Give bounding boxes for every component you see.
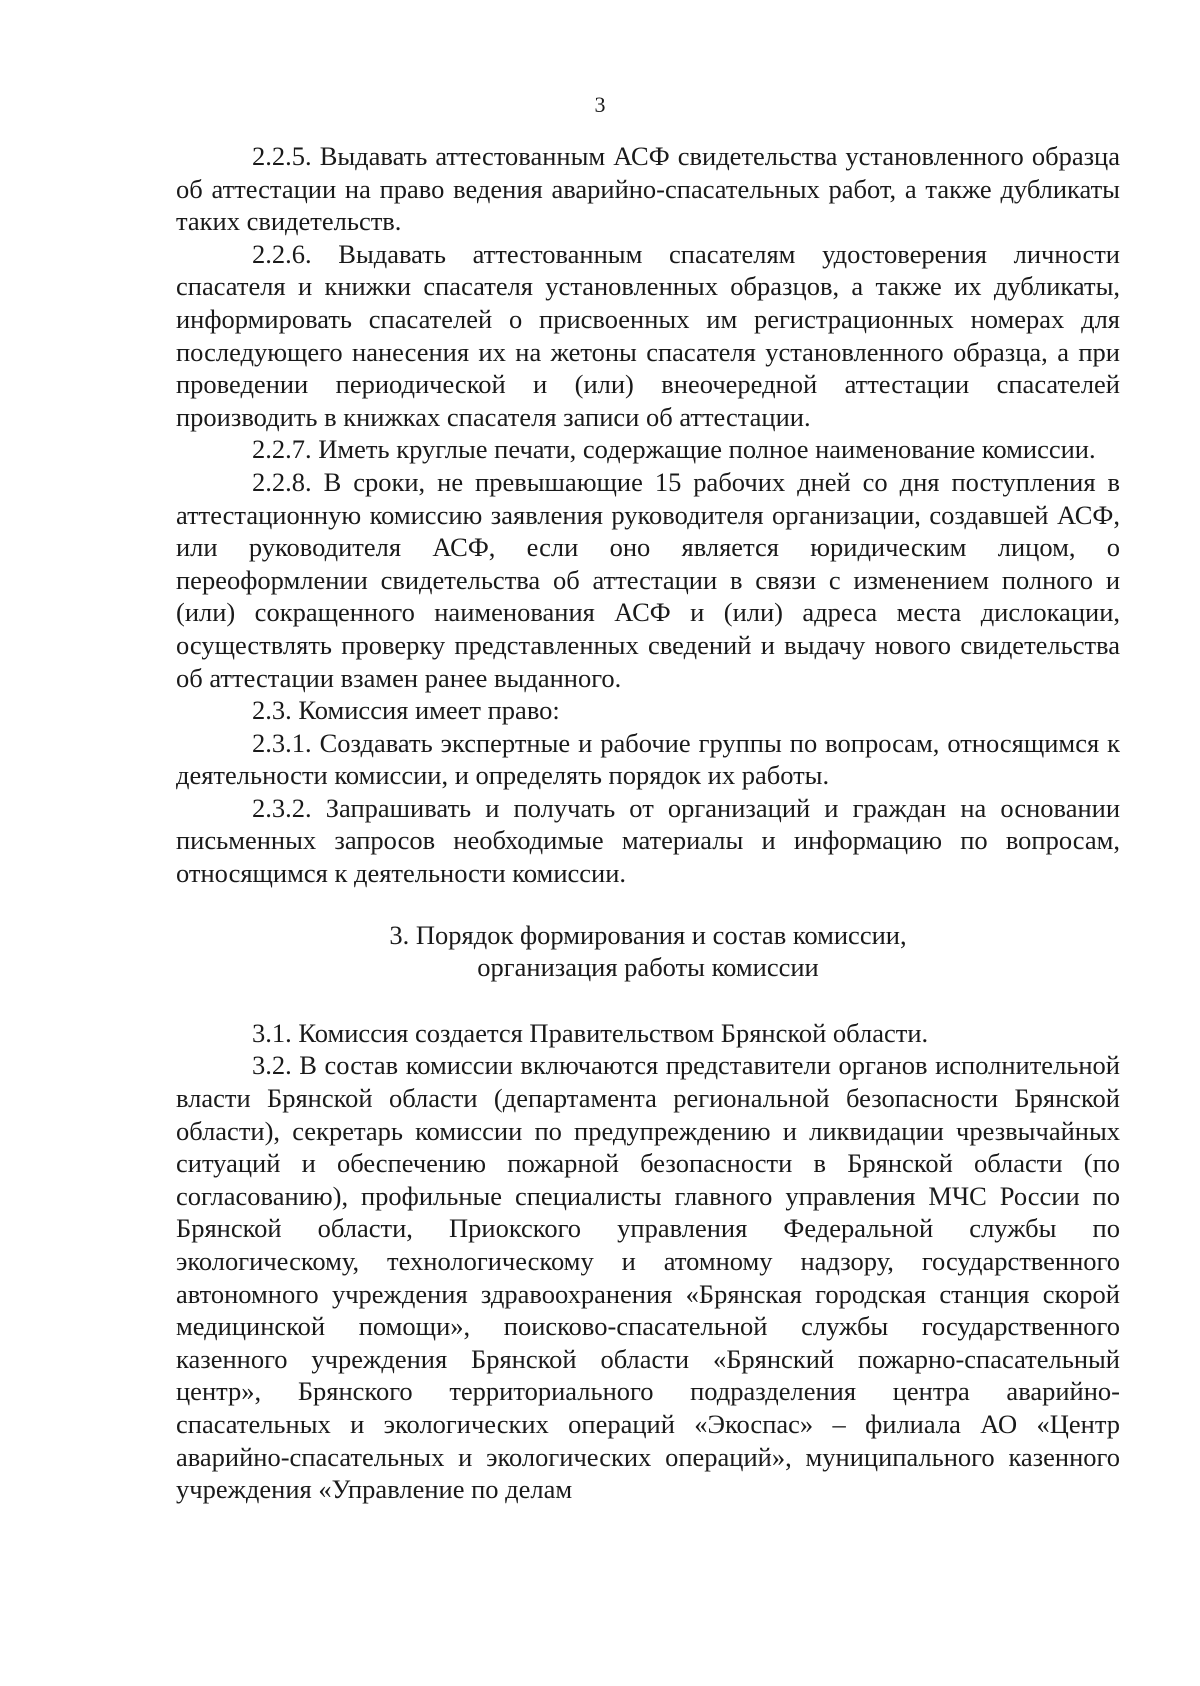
- document-body: [176, 140, 1120, 1506]
- paragraph-2-3-2: 2.3.2. Запрашивать и получать от организаций и граждан на основании письменных запросов необходимые материалы и информацию по вопросам, относящимся к деятельности комиссии.: [176, 792, 1120, 889]
- section-3-heading: [176, 919, 1120, 984]
- paragraph-2-2-5: 2.2.5. Выдавать аттестованным АСФ свидетельства установленного образца об аттестации на право ведения аварийно-спасательных работ, а также дубликаты таких свидетельств.: [176, 141, 1120, 237]
- paragraph-2-3-1: 2.3.1. Создавать экспертные и рабочие группы по вопросам, относящимся к деятельности комиссии, и определять порядок их работы.: [176, 727, 1120, 791]
- section-heading-line-1: 3. Порядок формирования и состав комиссии,: [389, 919, 907, 950]
- paragraph-2-2-7: 2.2.7. Иметь круглые печати, содержащие полное наименование комиссии.: [252, 434, 1096, 465]
- page-number: 3: [594, 92, 606, 117]
- paragraph-3-1: 3.1. Комиссия создается Правительством Брянской области.: [252, 1017, 929, 1048]
- section-heading-line-2: организация работы комиссии: [477, 952, 819, 983]
- paragraph-3-2: 3.2. В состав комиссии включаются представители органов исполнительной власти Брянской области (департамента региональной безопасности Брянской области), секретарь комиссии по предупреждению и ликвидации чрезвычайных ситуаций и обеспечению пожарной безопасности в Брянской области (по согласованию), профильные специалисты главного управления МЧС России по Брянской области, Приокского управления Федеральной службы по экологическому, технологическому и атомному надзору, государственного автономного учреждения здравоохранения «Брянская городская станция скорой медицинской помощи», поисково-спасательной службы государственного казенного учреждения Брянской области «Брянский пожарно-спасательный центр», Брянского территориального подразделения центра аварийно-спасательных и экологических операций «Экоспас» – филиала АО «Центр аварийно-спасательных и экологических операций», муниципального казенного учреждения «Управление по делам: [176, 1050, 1120, 1505]
- paragraph-2-3: 2.3. Комиссия имеет право:: [252, 695, 560, 726]
- paragraph-2-2-8: 2.2.8. В сроки, не превышающие 15 рабочих дней со дня поступления в аттестационную комиссию заявления руководителя организации, создавшей АСФ, или руководителя АСФ, если оно является юридическим лицом, о переоформлении свидетельства об аттестации в связи с изменением полного и (или) сокращенного наименования АСФ и (или) адреса места дислокации, осуществлять проверку представленных сведений и выдачу нового свидетельства об аттестации взамен ранее выданного.: [176, 466, 1120, 693]
- paragraph-2-2-6: 2.2.6. Выдавать аттестованным спасателям удостоверения личности спасателя и книжки спасателя установленных образцов, а также их дубликаты, информировать спасателей о присвоенных им регистрационных номерах для последующего нанесения их на жетоны спасателя установленного образца, а при проведении периодической и (или) внеочередной аттестации спасателей производить в книжках спасателя записи об аттестации.: [176, 238, 1120, 432]
